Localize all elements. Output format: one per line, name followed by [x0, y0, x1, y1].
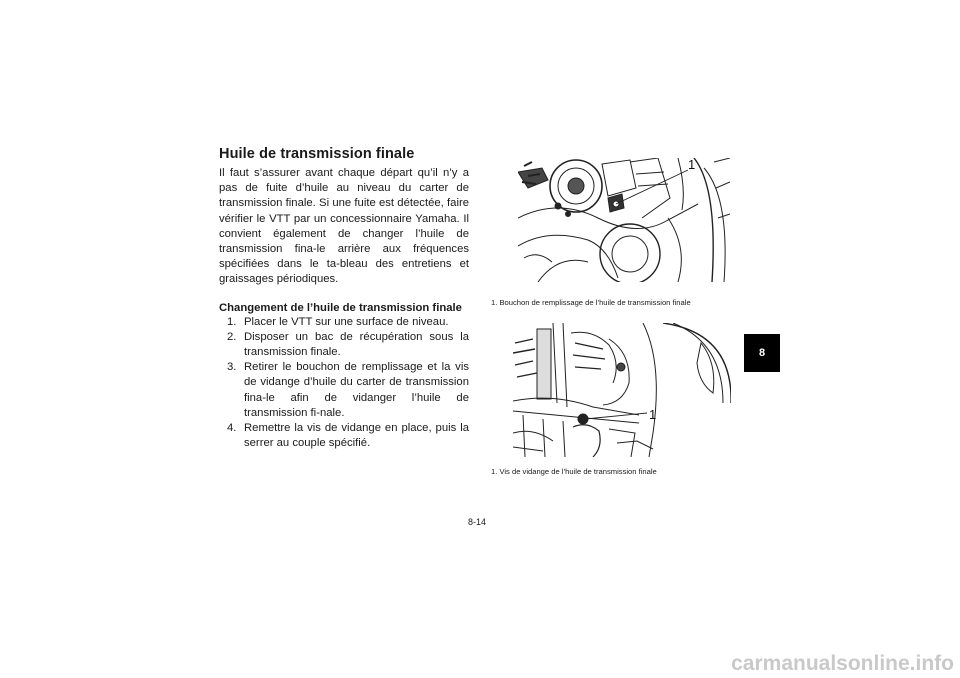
- step-text: Retirer le bouchon de remplissage et la vis de vidange d’huile du carter de transmission fina-le afin de vidanger l’huile de transmission fi-nale.: [244, 361, 469, 419]
- step-text: Remettre la vis de vidange en place, puis la serrer au couple spécifié.: [244, 422, 469, 450]
- figure1-callout: 1: [688, 158, 696, 172]
- chapter-tab: 8: [744, 334, 780, 372]
- drain-bolt-illustration: [513, 323, 731, 457]
- step-item: [222, 360, 469, 421]
- procedure-steps: [219, 315, 469, 452]
- step-item: [222, 330, 469, 360]
- step-number: 2.: [227, 330, 237, 343]
- filler-plug-drawing: [518, 158, 730, 282]
- drain-bolt-drawing: [513, 323, 731, 457]
- step-text: Placer le VTT sur une surface de niveau.: [244, 315, 449, 328]
- page-number: 8-14: [468, 517, 487, 527]
- intro-paragraph: Il faut s’assurer avant chaque départ qu’il n’y a pas de fuite d’huile au niveau du carter de transmission finale. Si une fuite est détectée, faire vérifier le VTT par un concessionnaire Yamaha. Il convient également de changer l’huile de transmission fina-le arrière aux fréquences spécifiées dans le ta-bleau des entretiens et graissages périodiques.: [219, 167, 469, 286]
- step-item: [222, 315, 469, 330]
- figure2-caption: 1. Vis de vidange de l’huile de transmission finale: [491, 467, 657, 476]
- filler-plug-illustration: [518, 158, 730, 282]
- figure1-caption: 1. Bouchon de remplissage de l’huile de transmission finale: [491, 298, 691, 307]
- figure2-callout: 1: [649, 407, 657, 422]
- step-number: 3.: [227, 361, 237, 374]
- section-title: Huile de transmission finale: [219, 146, 415, 162]
- step-item: [222, 421, 469, 451]
- step-number: 4.: [227, 422, 237, 435]
- left-column: [219, 146, 469, 451]
- step-text: Disposer un bac de récupération sous la transmission finale.: [244, 330, 469, 359]
- procedure-title: Changement de l’huile de transmission finale: [219, 301, 462, 314]
- step-number: 1.: [227, 315, 237, 328]
- watermark: carmanualsonline.info: [731, 652, 954, 675]
